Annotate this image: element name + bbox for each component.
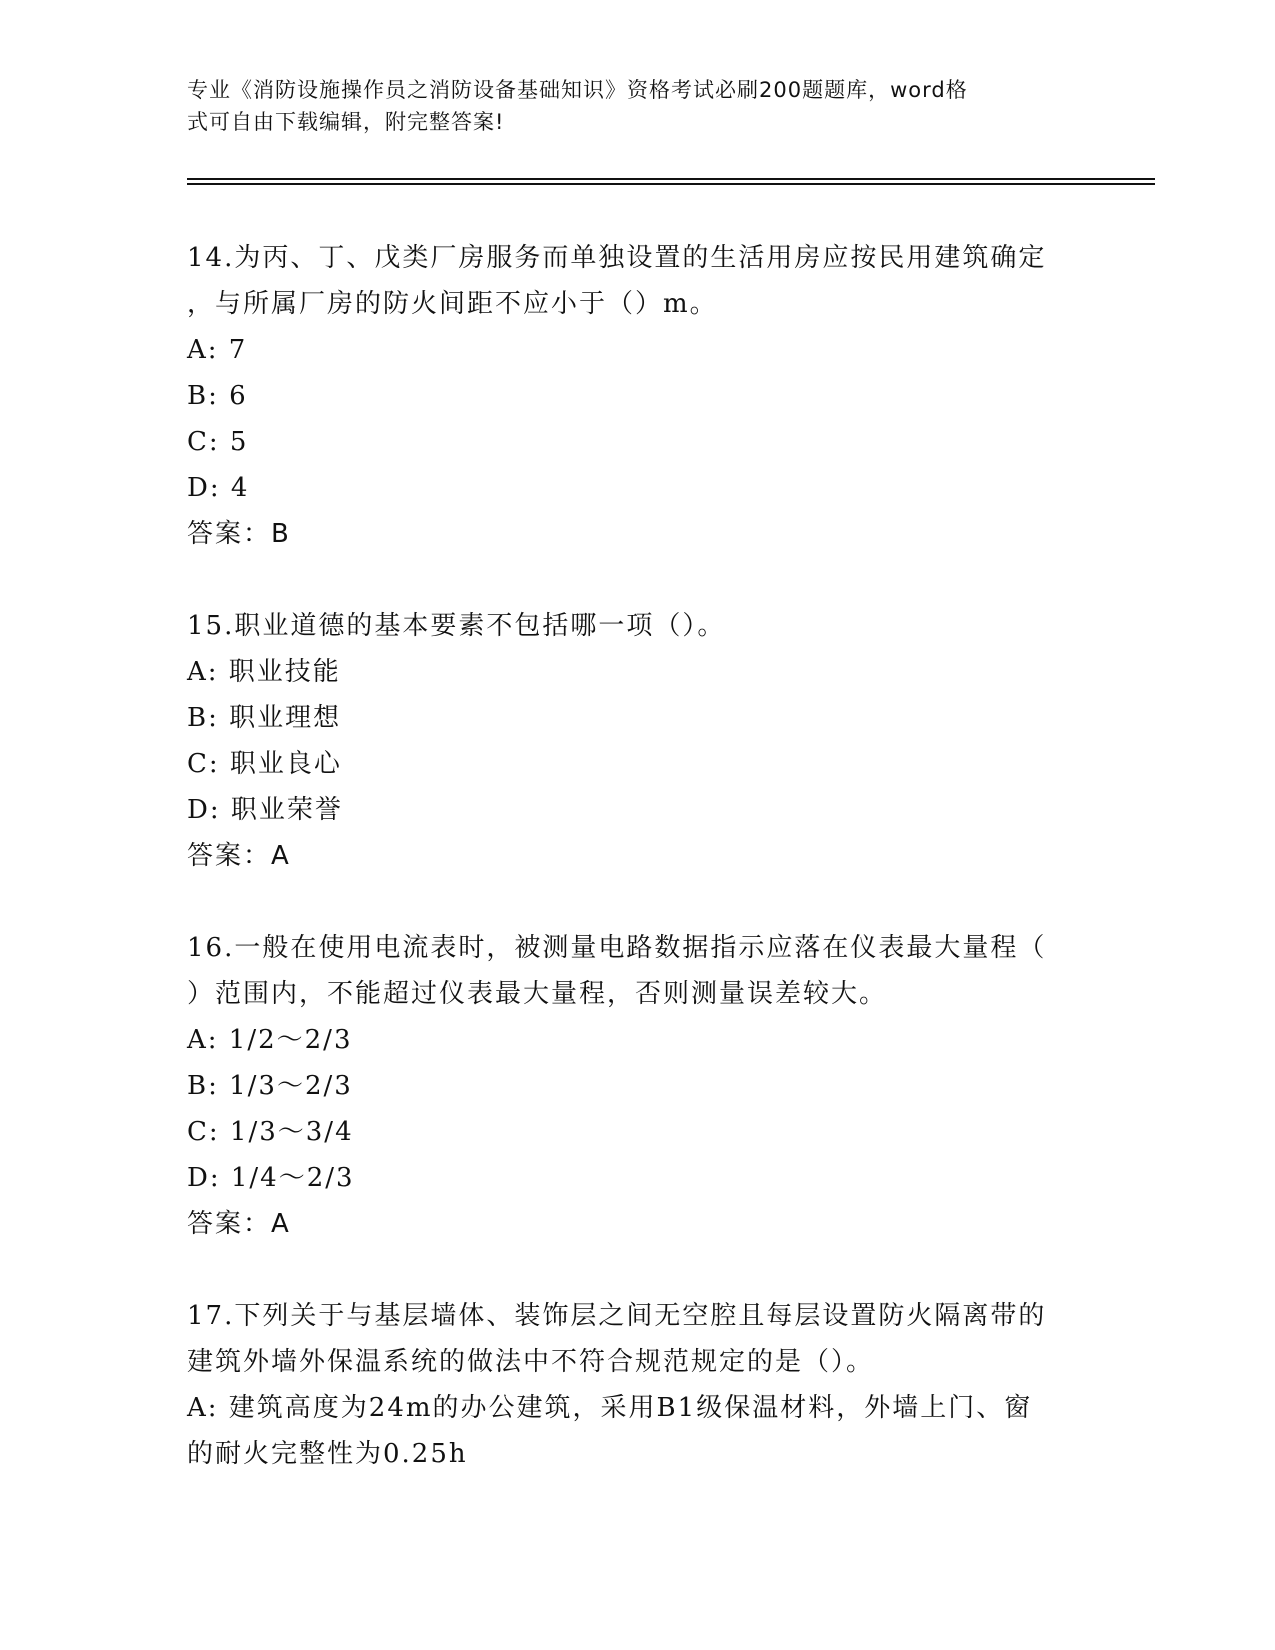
option-b: B: 1/3～2/3: [187, 1071, 353, 1101]
answer: 答案：A: [187, 841, 291, 871]
answer: 答案：B: [187, 519, 291, 549]
option-b: B: 6: [187, 381, 248, 411]
option-c: C: 职业良心: [187, 749, 342, 779]
header-line-1: 专业《消防设施操作员之消防设备基础知识》资格考试必刷200题题库，word格: [187, 78, 968, 102]
header-divider-top: [187, 178, 1155, 180]
option-a: A: 1/2～2/3: [187, 1025, 353, 1055]
question-17: [187, 1293, 1087, 1477]
question-14: [187, 235, 1087, 557]
header-line-2: 式可自由下载编辑，附完整答案!: [187, 110, 505, 134]
question-text-line: 16.一般在使用电流表时，被测量电路数据指示应落在仪表最大量程（: [187, 933, 1047, 963]
question-text-line: 15.职业道德的基本要素不包括哪一项（）。: [187, 611, 726, 641]
question-text-line: 建筑外墙外保温系统的做法中不符合规范规定的是（）。: [187, 1347, 875, 1377]
option-a-continued: 的耐火完整性为0.25h: [187, 1439, 468, 1469]
option-a: A: 7: [187, 335, 248, 365]
answer: 答案：A: [187, 1209, 291, 1239]
question-text-line: ）范围内，不能超过仪表最大量程，否则测量误差较大。: [187, 979, 888, 1009]
option-d: D: 1/4～2/3: [187, 1163, 355, 1193]
question-list: [187, 235, 1087, 1523]
option-d: D: 4: [187, 473, 250, 503]
option-d: D: 职业荣誉: [187, 795, 343, 825]
question-text-line: ，与所属厂房的防火间距不应小于（）m。: [187, 289, 718, 319]
question-text-line: 17.下列关于与基层墙体、装饰层之间无空腔且每层设置防火隔离带的: [187, 1301, 1047, 1331]
question-16: [187, 925, 1087, 1247]
option-a: A: 职业技能: [187, 657, 341, 687]
question-15: [187, 603, 1087, 879]
option-c: C: 5: [187, 427, 249, 457]
header-divider-bottom: [187, 183, 1155, 185]
option-c: C: 1/3～3/4: [187, 1117, 354, 1147]
question-text-line: 14.为丙、丁、戊类厂房服务而单独设置的生活用房应按民用建筑确定: [187, 243, 1047, 273]
option-a: A: 建筑高度为24m的办公建筑，采用B1级保温材料，外墙上门、窗: [187, 1393, 1033, 1423]
option-b: B: 职业理想: [187, 703, 342, 733]
document-header: [187, 74, 1067, 138]
